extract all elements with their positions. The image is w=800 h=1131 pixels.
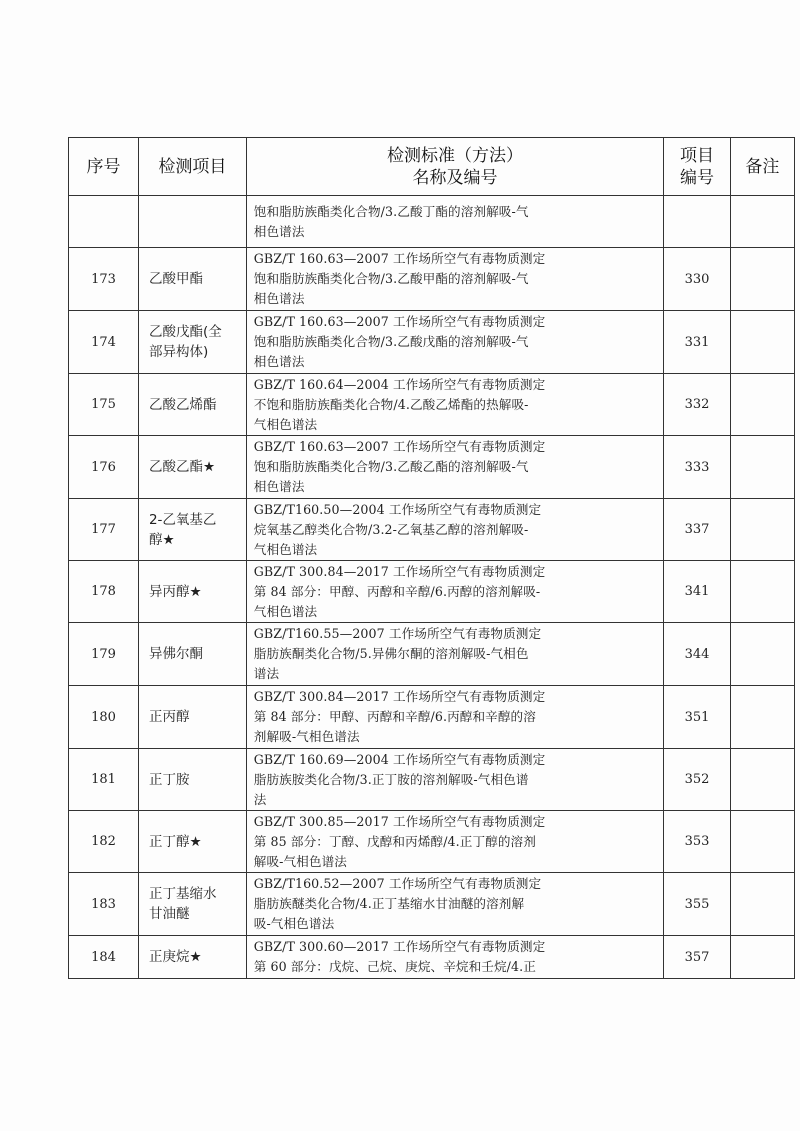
remark-cell — [730, 248, 794, 311]
standard-line: 烷氧基乙醇类化合物/3.2-乙氧基乙醇的溶剂解吸- — [253, 521, 529, 537]
item-cell — [138, 499, 246, 561]
standard-line: GBZ/T160.52—2007 工作场所空气有毒物质测定 — [253, 876, 542, 891]
standard-line: 第 84 部分：甲醇、丙醇和辛醇/6.丙醇的溶剂解吸- — [253, 583, 541, 599]
item-cell — [138, 749, 246, 811]
standard-cell — [246, 561, 663, 623]
remark-cell — [730, 873, 794, 936]
item-label: 乙酸戊酯(全部异构体) — [148, 324, 222, 360]
table-row — [69, 936, 795, 979]
standard-line: 吸-气相色谱法 — [253, 916, 335, 931]
standard-line: 剂解吸-气相色谱法 — [253, 729, 360, 744]
standard-line: 饱和脂肪族酯类化合物/3.乙酸丁酯的溶剂解吸-气 — [253, 203, 529, 219]
code-cell: 332 — [664, 374, 731, 436]
header-standard — [246, 138, 663, 196]
remark-cell — [730, 623, 794, 686]
standard-cell — [246, 248, 663, 311]
remark-cell — [730, 811, 794, 873]
standard-line: 脂肪族酮类化合物/5.异佛尔酮的溶剂解吸-气相色 — [253, 646, 529, 661]
item-cell — [138, 623, 246, 686]
table-row — [69, 623, 795, 686]
item-label: 乙酸乙酯★ — [148, 459, 216, 475]
standard-line: 相色谱法 — [253, 354, 305, 369]
standard-cell — [246, 196, 663, 248]
remark-cell — [730, 686, 794, 749]
code-cell: 330 — [664, 248, 731, 311]
standard-line: GBZ/T 300.84—2017 工作场所空气有毒物质测定 — [253, 689, 546, 704]
standard-cell — [246, 374, 663, 436]
standard-cell — [246, 499, 663, 561]
table-row — [69, 374, 795, 436]
standard-line: 第 84 部分：甲醇、丙醇和辛醇/6.丙醇和辛醇的溶 — [253, 709, 536, 724]
standard-line: GBZ/T 160.63—2007 工作场所空气有毒物质测定 — [253, 314, 546, 329]
standard-line: GBZ/T 160.63—2007 工作场所空气有毒物质测定 — [253, 251, 546, 266]
code-cell: 351 — [664, 686, 731, 749]
item-cell — [138, 686, 246, 749]
seq-cell: 179 — [69, 623, 139, 686]
code-cell: 331 — [664, 311, 731, 374]
item-cell — [138, 248, 246, 311]
remark-cell — [730, 374, 794, 436]
standard-cell — [246, 623, 663, 686]
header-item: 检测项目 — [138, 138, 246, 196]
table-row — [69, 811, 795, 873]
remark-cell — [730, 311, 794, 374]
header-code-line1: 项目 — [679, 145, 714, 166]
standard-line: 相色谱法 — [253, 223, 305, 239]
code-cell: 337 — [664, 499, 731, 561]
item-label: 正庚烷★ — [148, 949, 202, 965]
item-label: 异丙醇★ — [148, 583, 202, 600]
standard-line: 饱和脂肪族酯类化合物/3.乙酸戊酯的溶剂解吸-气 — [253, 334, 529, 349]
seq-cell: 174 — [69, 311, 139, 374]
item-cell — [138, 561, 246, 623]
standards-table — [68, 137, 795, 979]
standard-cell — [246, 436, 663, 499]
standard-cell — [246, 686, 663, 749]
seq-cell: 184 — [69, 936, 139, 979]
table-row — [69, 311, 795, 374]
item-cell — [138, 936, 246, 979]
item-cell — [138, 811, 246, 873]
table-row — [69, 873, 795, 936]
item-label: 乙酸乙烯酯 — [148, 396, 217, 413]
standard-line: 饱和脂肪族酯类化合物/3.乙酸乙酯的溶剂解吸-气 — [253, 459, 529, 474]
seq-cell: 176 — [69, 436, 139, 499]
continuation-row — [69, 196, 795, 248]
standard-line: GBZ/T 300.84—2017 工作场所空气有毒物质测定 — [253, 563, 546, 579]
standard-cell — [246, 749, 663, 811]
item-label: 正丁基缩水甘油醚 — [148, 886, 217, 922]
seq-cell: 173 — [69, 248, 139, 311]
seq-cell: 175 — [69, 374, 139, 436]
standard-cell — [246, 873, 663, 936]
header-standard-line1: 检测标准（方法） — [386, 145, 523, 166]
item-cell — [138, 374, 246, 436]
item-label: 2-乙氧基乙醇★ — [148, 511, 217, 548]
standard-line: 气相色谱法 — [253, 416, 318, 432]
code-cell: 352 — [664, 749, 731, 811]
code-cell: 333 — [664, 436, 731, 499]
item-label: 正丙醇 — [148, 709, 190, 725]
standard-cell — [246, 936, 663, 979]
standard-line: 气相色谱法 — [253, 541, 318, 557]
item-cell — [138, 436, 246, 499]
remark-cell — [730, 561, 794, 623]
document-page — [68, 137, 795, 979]
standard-cell — [246, 811, 663, 873]
remark-cell — [730, 436, 794, 499]
table-row — [69, 499, 795, 561]
standard-line: 解吸-气相色谱法 — [253, 853, 347, 869]
remark-cell — [730, 196, 794, 248]
header-code — [664, 138, 731, 196]
item-cell — [138, 873, 246, 936]
seq-cell: 182 — [69, 811, 139, 873]
header-seq: 序号 — [69, 138, 139, 196]
code-cell: 355 — [664, 873, 731, 936]
standard-line: 第 60 部分：戊烷、己烷、庚烷、辛烷和壬烷/4.正 — [253, 959, 536, 974]
table-row — [69, 436, 795, 499]
standard-line: 不饱和脂肪族酯类化合物/4.乙酸乙烯酯的热解吸- — [253, 396, 529, 412]
remark-cell — [730, 749, 794, 811]
table-row — [69, 561, 795, 623]
standard-line: GBZ/T 300.60—2017 工作场所空气有毒物质测定 — [253, 939, 546, 954]
standard-cell — [246, 311, 663, 374]
code-cell: 341 — [664, 561, 731, 623]
seq-cell — [69, 196, 139, 248]
header-standard-line2: 名称及编号 — [412, 167, 498, 188]
standard-line: GBZ/T160.50—2004 工作场所空气有毒物质测定 — [253, 501, 542, 517]
code-cell: 353 — [664, 811, 731, 873]
code-cell: 344 — [664, 623, 731, 686]
item-label: 正丁胺 — [148, 771, 190, 788]
remark-cell — [730, 499, 794, 561]
code-cell: 357 — [664, 936, 731, 979]
seq-cell: 177 — [69, 499, 139, 561]
item-label: 异佛尔酮 — [148, 646, 203, 662]
header-remark: 备注 — [730, 138, 794, 196]
item-label: 正丁醇★ — [148, 833, 202, 850]
standard-line: 第 85 部分：丁醇、戊醇和丙烯醇/4.正丁醇的溶剂 — [253, 833, 536, 849]
standard-line: 气相色谱法 — [253, 603, 318, 619]
standard-line: 相色谱法 — [253, 479, 305, 494]
table-row — [69, 749, 795, 811]
code-cell — [664, 196, 731, 248]
standard-line: 法 — [253, 791, 267, 807]
table-row — [69, 248, 795, 311]
standard-line: GBZ/T 160.64—2004 工作场所空气有毒物质测定 — [253, 376, 546, 392]
standard-line: GBZ/T 160.63—2007 工作场所空气有毒物质测定 — [253, 439, 546, 454]
standard-line: 相色谱法 — [253, 291, 305, 306]
seq-cell: 183 — [69, 873, 139, 936]
table-row — [69, 686, 795, 749]
seq-cell: 180 — [69, 686, 139, 749]
standard-line: GBZ/T 160.69—2004 工作场所空气有毒物质测定 — [253, 751, 546, 767]
header-code-line2: 编号 — [679, 167, 714, 188]
standard-line: GBZ/T160.55—2007 工作场所空气有毒物质测定 — [253, 626, 542, 641]
remark-cell — [730, 936, 794, 979]
standard-line: 脂肪族胺类化合物/3.正丁胺的溶剂解吸-气相色谱 — [253, 771, 529, 787]
standard-line: 谱法 — [253, 666, 280, 681]
standard-line: 脂肪族醚类化合物/4.正丁基缩水甘油醚的溶剂解 — [253, 896, 525, 911]
item-label: 乙酸甲酯 — [148, 271, 203, 287]
item-cell — [138, 196, 246, 248]
item-cell — [138, 311, 246, 374]
standard-line: GBZ/T 300.85—2017 工作场所空气有毒物质测定 — [253, 813, 546, 829]
seq-cell: 181 — [69, 749, 139, 811]
seq-cell: 178 — [69, 561, 139, 623]
standard-line: 饱和脂肪族酯类化合物/3.乙酸甲酯的溶剂解吸-气 — [253, 271, 529, 286]
header-row — [69, 138, 795, 196]
